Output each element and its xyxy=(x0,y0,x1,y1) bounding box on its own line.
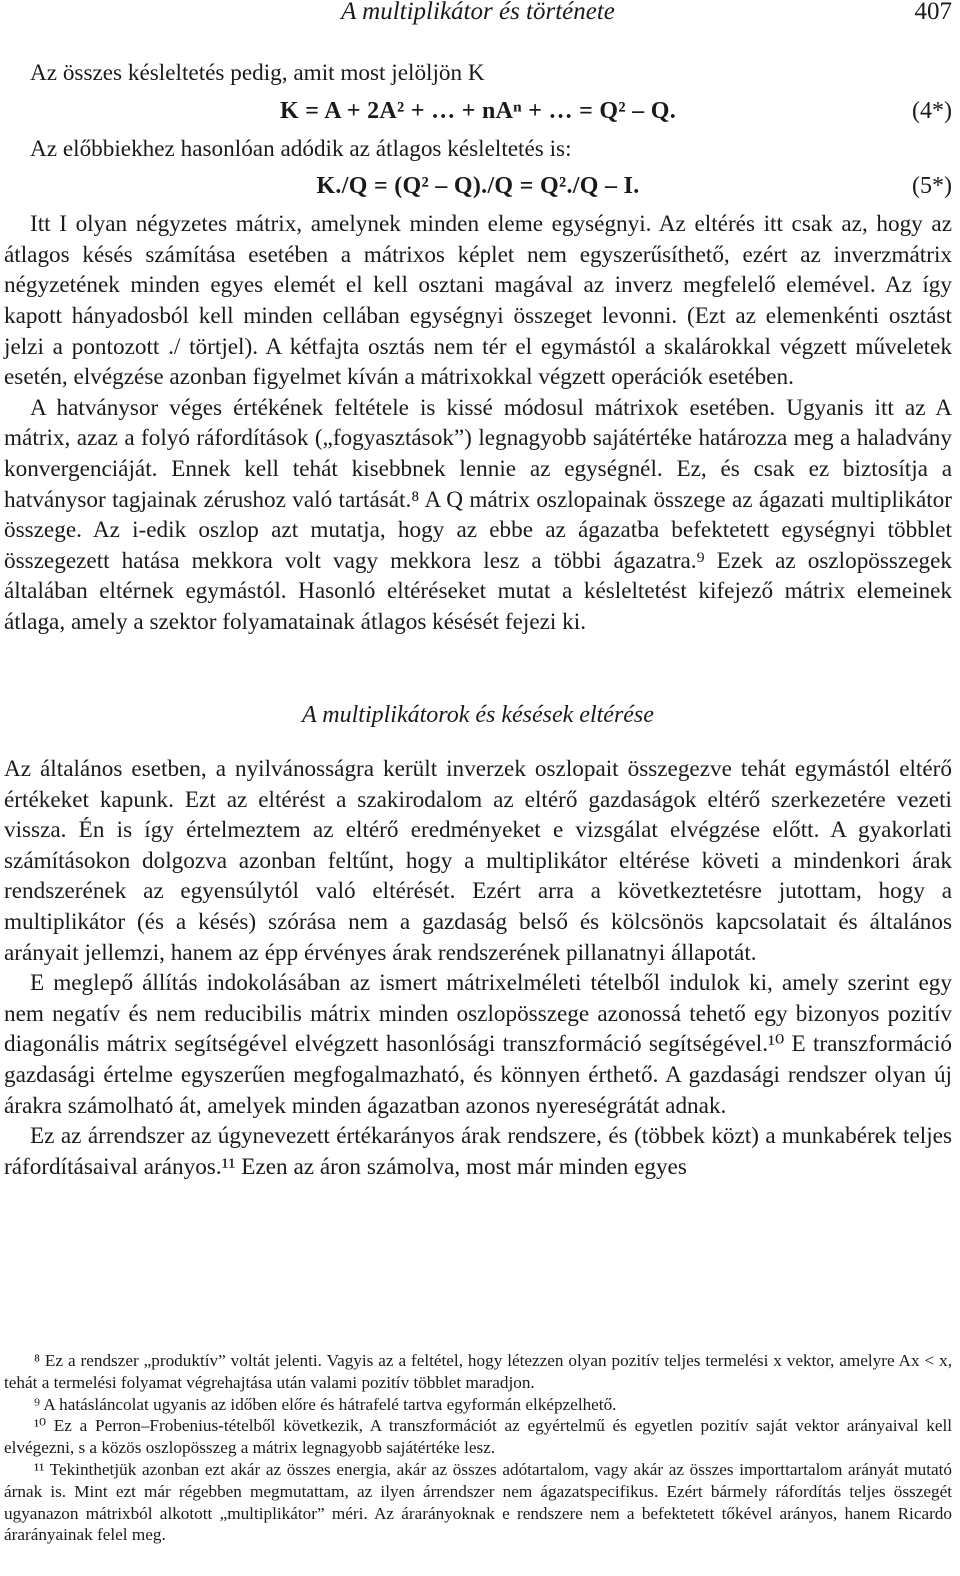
footnotes xyxy=(4,1350,952,1546)
page-number: 407 xyxy=(914,0,952,25)
intro-line: Az összes késleltetés pedig, amit most jelöljön K xyxy=(30,60,485,86)
paragraph-4: E meglepő állítás indokolásában az ismert mátrixelméleti tételből indulok ki, amely szerint egy nem negatív és nem reducibilis mátrix minden oszlopösszege azonossá tehető egy bizonyos pozitív diagonális mátrix segítségével elvégzett hasonlósági transzformáció segítségével.¹⁰ E transzformáció gazdasági értelme egyszerűen megfogalmazható, és könnyen érthető. A gazdasági rendszer olyan új árakra számolható át, amelyek minden ágazatban azonos nyereségrátát adnak. xyxy=(4,970,952,1119)
equation-5-formula: K./Q = (Q² – Q)./Q = Q²./Q – I. xyxy=(316,173,640,200)
footnote-9: ⁹ A hatásláncolat ugyanis az időben előre és hátrafelé tartva egyformán elképzelhető. xyxy=(34,1394,617,1414)
paragraph-5: Ez az árrendszer az úgynevezett értékarányos árak rendszere, és (többek közt) a munkabérek teljes ráfordításaival arányos.¹¹ Ezen az áron számolva, most már minden egyes xyxy=(4,1123,952,1180)
equation-4 xyxy=(4,89,952,134)
running-title: A multiplikátor és története xyxy=(341,0,615,25)
running-header xyxy=(4,0,952,30)
paragraph-1: Itt I olyan négyzetes mátrix, amelynek minden eleme egységnyi. Az eltérés itt csak az, hogy az átlagos késés számítása esetében a mátrixos képlet nem egyszerűsíthető, ezért az inverzmátrix négyzetének minden egyes elemét el kell osztani magával az inverz megfelelő elemével. Az így kapott hányadosból kell minden cellában egységnyi összeget levonni. (Ezt az elemenkénti osztást jelzi a pontozott ./ törtjel). A kétfajta osztás nem tér el egymástól a skalárokkal végzett műveletek esetén, elvégzése azonban figyelmet kíván a mátrixokkal végzett operációk esetében. xyxy=(4,211,952,391)
equation-5 xyxy=(4,164,952,209)
equation-4-formula: K = A + 2A² + … + nAⁿ + … = Q² – Q. xyxy=(280,97,676,124)
intro-line-2: Az előbbiekhez hasonlóan adódik az átlagos késleltetés is: xyxy=(30,135,572,162)
footnote-8: ⁸ Ez a rendszer „produktív” voltát jelenti. Vagyis az a feltétel, hogy létezzen olyan pozitív teljes termelési x vektor, amelyre Ax < x, tehát a termelési folyamat végrehajtása után valami pozitív többlet maradjon. xyxy=(4,1351,952,1392)
equation-5-label: (5*) xyxy=(912,173,952,200)
section-title: A multiplikátorok és késések eltérése xyxy=(302,701,654,728)
footnote-10: ¹⁰ Ez a Perron–Frobenius-tételből következik, A transzformációt az egyértelmű és egyetlen pozitív saját vektor arányaival kell elvégezni, s a közös oszlopösszeg a mátrix legnagyobb sajátértéke lesz. xyxy=(4,1416,952,1458)
paragraph-2: A hatványsor véges értékének feltétele is kissé módosul mátrixok esetében. Ugyanis itt az A mátrix, azaz a folyó ráfordítások („fogyasztások”) legnagyobb sajátértéke határozza meg a haladvány konvergenciáját. Ennek kell tehát kisebbnek lennie az egységnél. Ez, és csak ez biztosítja a hatványsor tagjainak zérushoz való tartását.⁸ A Q mátrix oszlopainak összege az ágazati multiplikátor összege. Az i-edik oszlop azt mutatja, hogy az ebbe az ágazatba befektetett egységnyi többlet összegezett hatása mekkora volt vagy mekkora lesz a többi ágazatra.⁹ Ezek az oszlopösszegek általában eltérnek egymástól. Hasonló eltéréseket mutat a késleltetést kifejező mátrix elemeinek átlaga, amely a szektor folyamatainak átlagos késését fejezi ki. xyxy=(4,394,952,635)
footnote-11: ¹¹ Tekinthetjük azonban ezt akár az összes energia, akár az összes adótartalom, vagy akár az összes importtartalom arányát mutató árnak is. Mint ezt már régebben megmutattam, az ilyen árrendszer nem ágazatspecifikus. Ezért bármely ráfordítás teljes összegét ugyanazon mátrixból alkotott „multiplikátor” méri. Az árarányoknak e rendszere nem a befektetett tőkével arányos, hanem Ricardo árarányainak felel meg. xyxy=(4,1459,952,1545)
equation-4-label: (4*) xyxy=(912,97,952,124)
paragraph-3: Az általános esetben, a nyilvánosságra került inverzek oszlopait összegezve tehát egymástól eltérő értékeket kapunk. Ezt az eltérést a szakirodalom az eltérő gazdaságok eltérő szerkezetére vezeti vissza. Én is így értelmeztem az eltérő eredményeket e vizsgálat elvégzése előtt. A gyakorlati számításokon dolgozva azonban feltűnt, hogy a multiplikátor eltérése követi a mindenkori árak rendszerének az egyensúlytól való eltérését. Ezért arra a következtetésre jutottam, hogy a multiplikátor (és a késés) szórása nem a gazdaság belső és kölcsönös kapcsolatait és általános arányait jellemzi, hanem az épp érvényes árak rendszerének pillanatnyi állapotát. xyxy=(4,756,952,966)
body-text xyxy=(4,58,952,1182)
